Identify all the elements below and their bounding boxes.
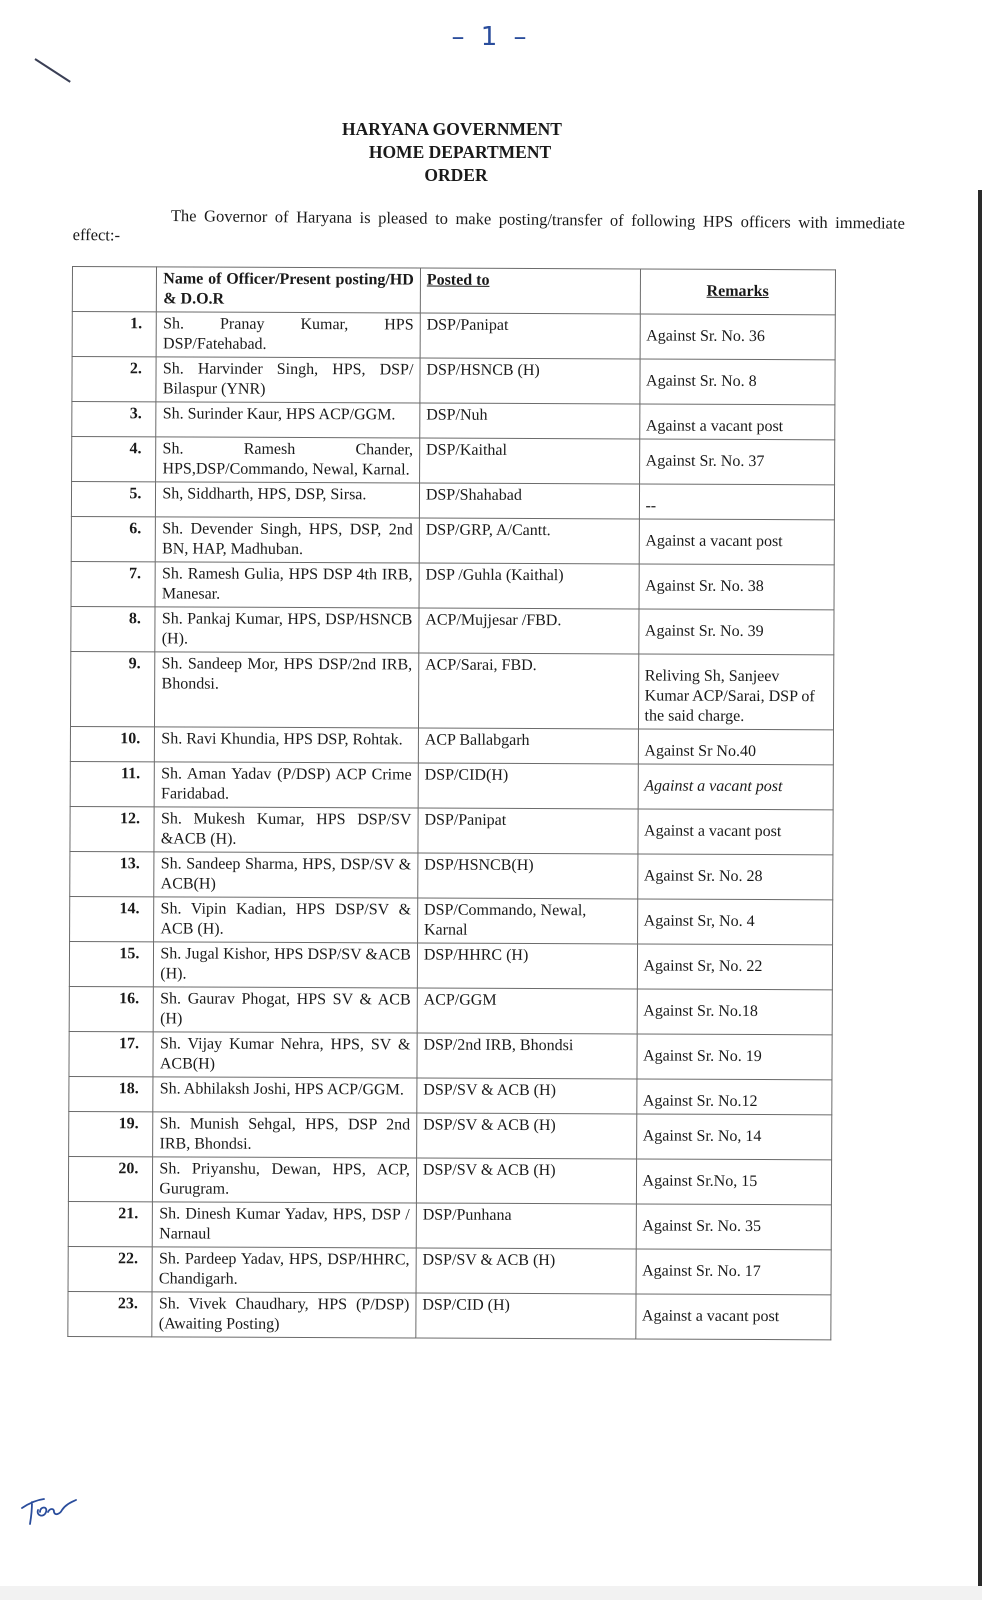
table-row xyxy=(72,437,835,485)
page-bottom-strip xyxy=(0,1586,982,1600)
cell-remarks: Against Sr. No. 38 xyxy=(639,564,835,610)
table-row xyxy=(72,312,835,360)
cell-officer-name: Sh. Munish Sehgal, HPS, DSP 2nd IRB, Bhondsi. xyxy=(153,1112,417,1158)
cell-remarks: Against Sr. No.18 xyxy=(637,989,833,1035)
cell-officer-name: Sh. Harvinder Singh, HPS, DSP/ Bilaspur (YNR) xyxy=(156,357,420,403)
cell-remarks: Against a vacant post xyxy=(639,404,835,440)
cell-officer-name: Sh. Surinder Kaur, HPS ACP/GGM. xyxy=(156,402,420,438)
cell-officer-name: Sh. Aman Yadav (P/DSP) ACP Crime Faridabad. xyxy=(155,762,419,808)
heading-department: HOME DEPARTMENT xyxy=(368,142,552,162)
cell-posted-to: DSP/Commando, Newal, Karnal xyxy=(417,898,637,944)
handwritten-page-number: – 1 – xyxy=(451,22,531,52)
cell-remarks: Against Sr. No.12 xyxy=(636,1079,832,1115)
header-name: Name of Officer/Present posting/HD & D.O.R xyxy=(157,267,421,313)
cell-posted-to: DSP/GRP, A/Cantt. xyxy=(419,518,639,564)
table-header-row xyxy=(72,267,835,315)
cell-officer-name: Sh. Mukesh Kumar, HPS DSP/SV &ACB (H). xyxy=(154,807,418,853)
header-remarks xyxy=(640,269,836,315)
cell-sr: 20. xyxy=(68,1156,153,1201)
header-posted-to-label: Posted to xyxy=(426,271,490,289)
cell-posted-to: DSP/Punhana xyxy=(416,1203,636,1249)
cell-posted-to: DSP/Panipat xyxy=(418,808,638,854)
cell-posted-to: DSP/SV & ACB (H) xyxy=(417,1078,637,1114)
cell-officer-name: Sh. Vipin Kadian, HPS DSP/SV & ACB (H). xyxy=(154,897,418,943)
cell-remarks: Against a vacant post xyxy=(638,764,834,810)
cell-officer-name: Sh. Gaurav Phogat, HPS SV & ACB (H) xyxy=(154,987,418,1033)
table-body xyxy=(68,312,835,1340)
cell-remarks: Against Sr. No, 14 xyxy=(636,1114,832,1160)
cell-remarks: Against Sr.No, 15 xyxy=(636,1159,832,1205)
cell-posted-to: DSP/2nd IRB, Bhondsi xyxy=(417,1033,637,1079)
cell-posted-to: ACP Ballabgarh xyxy=(418,728,638,764)
cell-posted-to: ACP/Mujjesar /FBD. xyxy=(419,608,639,654)
cell-remarks: Against Sr. No. 19 xyxy=(636,1034,832,1080)
heading-government: HARYANA GOVERNMENT xyxy=(342,119,562,139)
cell-sr: 2. xyxy=(72,357,157,402)
cell-sr: 22. xyxy=(68,1246,153,1291)
cell-remarks: Against Sr. No. 37 xyxy=(639,439,835,485)
table-row xyxy=(72,357,835,405)
table-row xyxy=(71,561,834,609)
cell-sr: 23. xyxy=(68,1291,153,1336)
cell-officer-name: Sh. Ramesh Chander, HPS,DSP/Commando, Newal, Karnal. xyxy=(156,437,420,483)
cell-remarks: -- xyxy=(639,484,835,520)
table-row xyxy=(68,1156,831,1204)
cell-sr: 3. xyxy=(72,402,157,437)
cell-posted-to: DSP /Guhla (Kaithal) xyxy=(419,563,639,609)
cell-posted-to: ACP/Sarai, FBD. xyxy=(418,653,638,729)
cell-officer-name: Sh. Vivek Chaudhary, HPS (P/DSP) (Awaiting Posting) xyxy=(152,1292,416,1338)
cell-remarks: Against a vacant post xyxy=(635,1294,831,1340)
cell-officer-name: Sh. Dinesh Kumar Yadav, HPS, DSP / Narnaul xyxy=(153,1202,417,1248)
cell-sr: 19. xyxy=(69,1111,154,1156)
table-row xyxy=(69,1111,832,1159)
cell-officer-name: Sh. Vijay Kumar Nehra, HPS, SV & ACB(H) xyxy=(153,1032,417,1078)
cell-sr: 5. xyxy=(71,482,156,517)
cell-officer-name: Sh. Sandeep Mor, HPS DSP/2nd IRB, Bhondsi. xyxy=(155,652,419,728)
cell-sr: 16. xyxy=(69,986,154,1031)
cell-remarks: Against Sr No.40 xyxy=(638,729,834,765)
table-row xyxy=(70,726,833,764)
table-row xyxy=(69,941,832,989)
cell-officer-name: Sh. Pranay Kumar, HPS DSP/Fatehabad. xyxy=(156,312,420,358)
cell-sr: 8. xyxy=(71,606,156,651)
cell-posted-to: DSP/CID (H) xyxy=(416,1293,636,1339)
cell-sr: 12. xyxy=(70,806,155,851)
cell-officer-name: Sh. Priyanshu, Dewan, HPS, ACP, Gurugram. xyxy=(153,1157,417,1203)
cell-posted-to: DSP/Kaithal xyxy=(419,438,639,484)
cell-remarks: Against Sr, No. 4 xyxy=(637,899,833,945)
heading-order: ORDER xyxy=(424,165,488,185)
header-remarks-label: Remarks xyxy=(706,282,769,301)
cell-remarks: Against Sr. No. 8 xyxy=(639,359,835,405)
cell-remarks: Against Sr. No. 39 xyxy=(638,609,834,655)
document-heading xyxy=(0,118,982,187)
handwritten-initials-signature xyxy=(18,1486,78,1526)
cell-sr: 9. xyxy=(70,651,155,726)
cell-remarks: Against a vacant post xyxy=(639,519,835,565)
cell-posted-to: DSP/HSNCB(H) xyxy=(418,853,638,899)
header-sr xyxy=(72,267,157,312)
cell-officer-name: Sh. Sandeep Sharma, HPS, DSP/SV & ACB(H) xyxy=(154,852,418,898)
cell-posted-to: DSP/HSNCB (H) xyxy=(420,358,640,404)
intro-paragraph xyxy=(73,205,905,254)
cell-posted-to: DSP/Panipat xyxy=(420,313,640,359)
cell-posted-to: DSP/HHRC (H) xyxy=(417,943,637,989)
cell-remarks: Reliving Sh, Sanjeev Kumar ACP/Sarai, DSP of the said charge. xyxy=(638,654,834,730)
cell-posted-to: DSP/SV & ACB (H) xyxy=(416,1248,636,1294)
cell-remarks: Against Sr. No. 17 xyxy=(636,1249,832,1295)
cell-remarks: Against Sr. No. 36 xyxy=(640,314,836,360)
cell-officer-name: Sh. Pardeep Yadav, HPS, DSP/HHRC, Chandigarh. xyxy=(152,1247,416,1293)
cell-sr: 14. xyxy=(70,896,155,941)
cell-sr: 17. xyxy=(69,1031,154,1076)
cell-officer-name: Sh. Devender Singh, HPS, DSP, 2nd BN, HAP, Madhuban. xyxy=(156,517,420,563)
transfer-order-table xyxy=(67,266,836,1340)
cell-sr: 13. xyxy=(70,851,155,896)
cell-sr: 1. xyxy=(72,312,157,357)
cell-posted-to: ACP/GGM xyxy=(417,988,637,1034)
cell-sr: 21. xyxy=(68,1201,153,1246)
table-row xyxy=(71,516,834,564)
table-row xyxy=(70,896,833,944)
cell-officer-name: Sh. Pankaj Kumar, HPS, DSP/HSNCB (H). xyxy=(155,607,419,653)
cell-sr: 4. xyxy=(72,437,157,482)
cell-posted-to: DSP/Shahabad xyxy=(419,483,639,519)
cell-remarks: Against Sr, No. 22 xyxy=(637,944,833,990)
cell-posted-to: DSP/SV & ACB (H) xyxy=(416,1113,636,1159)
table-row xyxy=(71,606,834,654)
cell-officer-name: Sh, Siddharth, HPS, DSP, Sirsa. xyxy=(156,482,420,518)
cell-posted-to: DSP/CID(H) xyxy=(418,763,638,809)
table-row xyxy=(69,1031,832,1079)
table-row xyxy=(69,1076,832,1114)
pen-tick-mark xyxy=(34,58,70,83)
cell-remarks: Against Sr. No. 35 xyxy=(636,1204,832,1250)
header-posted-to xyxy=(420,268,640,314)
cell-sr: 10. xyxy=(70,726,155,761)
cell-remarks: Against a vacant post xyxy=(637,809,833,855)
cell-officer-name: Sh. Ramesh Gulia, HPS DSP 4th IRB, Manesar. xyxy=(155,562,419,608)
cell-posted-to: DSP/SV & ACB (H) xyxy=(416,1158,636,1204)
table-row xyxy=(69,986,832,1034)
table-row xyxy=(70,851,833,899)
intro-text: The Governor of Haryana is pleased to make posting/transfer of following HPS officers with immediate effect:- xyxy=(72,206,905,245)
table-row xyxy=(68,1246,831,1294)
cell-sr: 6. xyxy=(71,516,156,561)
cell-posted-to: DSP/Nuh xyxy=(420,403,640,439)
cell-officer-name: Sh. Ravi Khundia, HPS DSP, Rohtak. xyxy=(155,727,419,763)
table-row xyxy=(71,482,834,520)
table-row xyxy=(70,761,833,809)
cell-sr: 15. xyxy=(69,941,154,986)
cell-sr: 18. xyxy=(69,1076,154,1111)
table-row xyxy=(70,806,833,854)
cell-sr: 7. xyxy=(71,561,156,606)
cell-officer-name: Sh. Abhilaksh Joshi, HPS ACP/GGM. xyxy=(153,1077,417,1113)
cell-remarks: Against Sr. No. 28 xyxy=(637,854,833,900)
cell-officer-name: Sh. Jugal Kishor, HPS DSP/SV &ACB (H). xyxy=(154,942,418,988)
table-row xyxy=(70,651,833,729)
table-row xyxy=(68,1201,831,1249)
page-edge-shadow xyxy=(978,190,982,1600)
table-row xyxy=(68,1291,831,1339)
cell-sr: 11. xyxy=(70,761,155,806)
table-row xyxy=(72,402,835,440)
